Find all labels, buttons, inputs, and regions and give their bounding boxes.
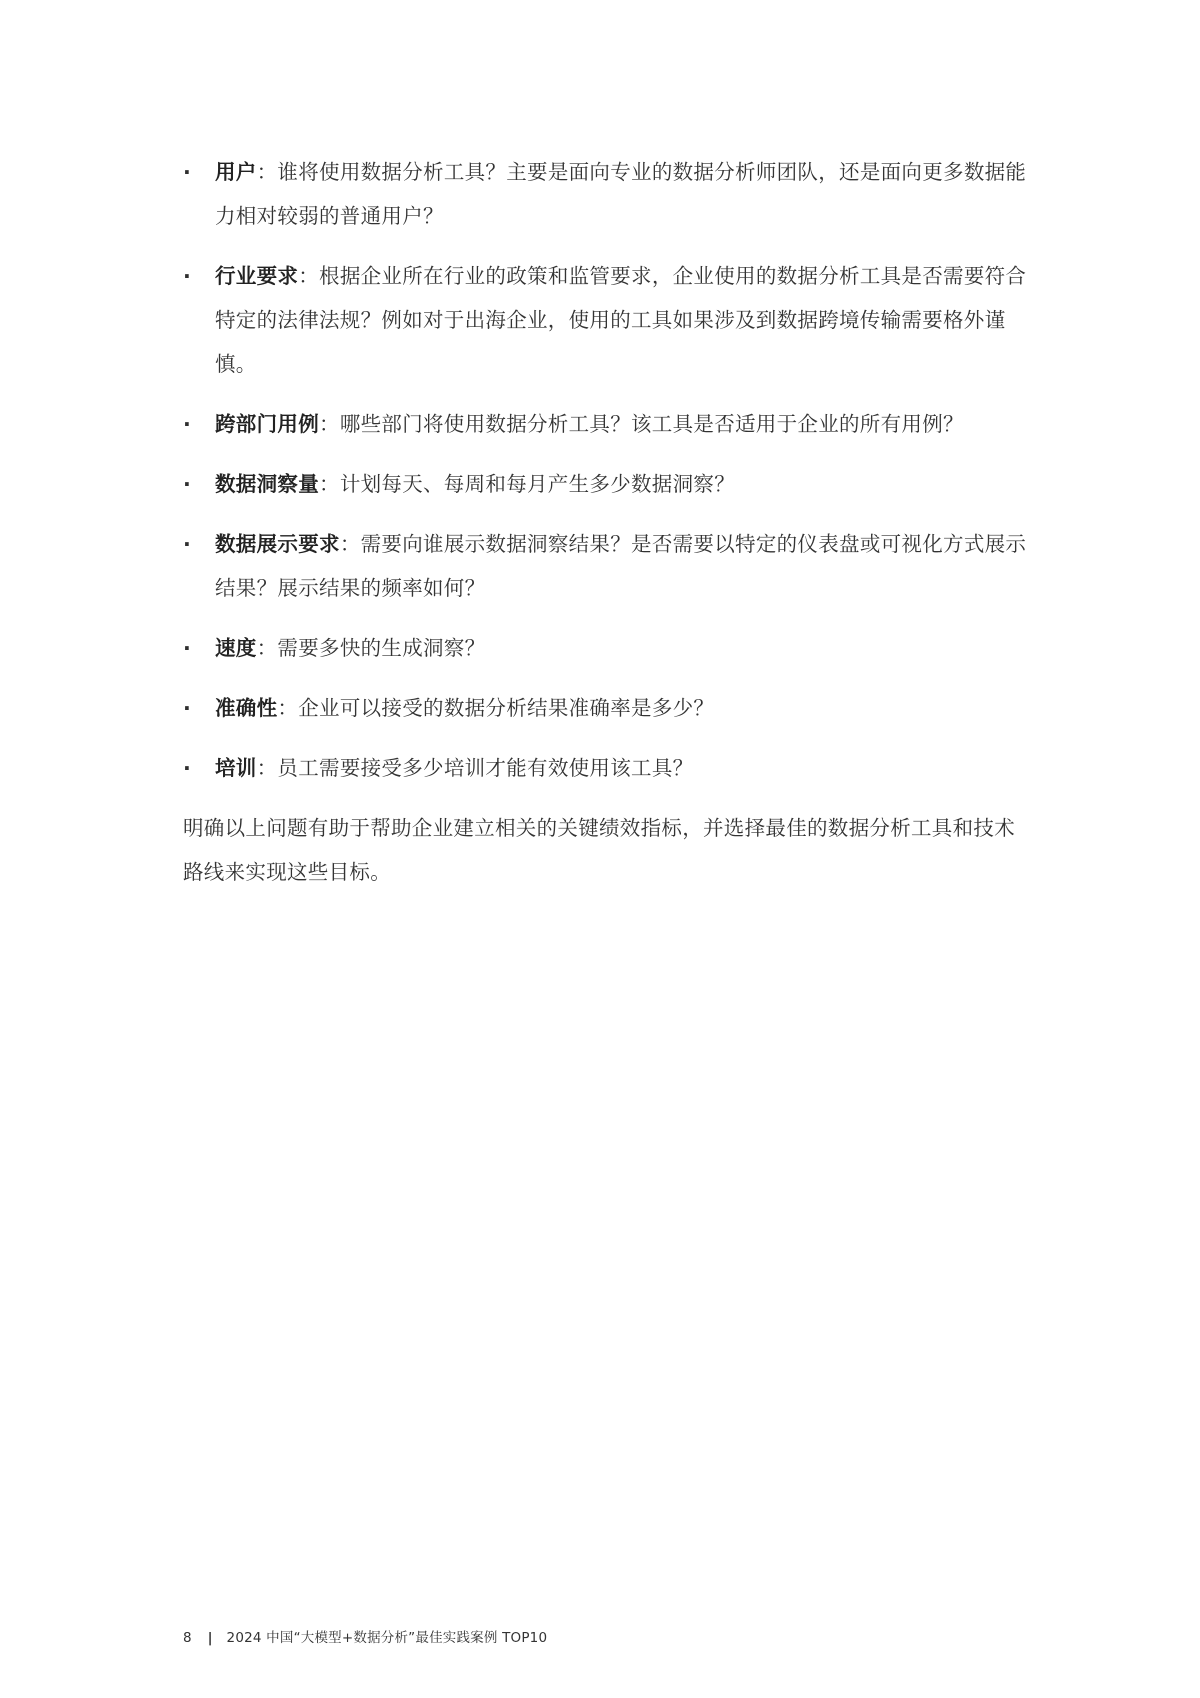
bullet-term: 用户 <box>215 160 257 184</box>
bullet-dot: · <box>183 472 192 496</box>
page-footer <box>183 1628 547 1648</box>
closing-paragraph: 明确以上问题有助于帮助企业建立相关的关键绩效指标，并选择最佳的数据分析工具和技术路线来实现这些目标。 <box>183 816 1015 884</box>
bullet-item-accuracy <box>183 686 1035 730</box>
bullet-text: 谁将使用数据分析工具？主要是面向专业的数据分析师团队，还是面向更多数据能力相对较弱的普通用户？ <box>215 160 1027 228</box>
bullet-item-industry-requirements <box>183 254 1035 386</box>
bullet-item-users <box>183 150 1035 238</box>
bullet-term: 数据展示要求 <box>215 532 340 556</box>
bullet-term: 数据洞察量 <box>215 472 319 496</box>
bullet-colon: ： <box>319 472 340 496</box>
main-content <box>183 150 1035 915</box>
bullet-colon: ： <box>256 756 278 780</box>
bullet-dot: · <box>183 532 192 556</box>
bullet-colon: ： <box>277 696 299 720</box>
bullet-dot: · <box>183 636 192 660</box>
bullet-item-insight-volume <box>183 462 1035 506</box>
bullet-dot: · <box>183 756 192 780</box>
page-number: 8 <box>183 1630 192 1646</box>
bullet-text: 需要向谁展示数据洞察结果？是否需要以特定的仪表盘或可视化方式展示结果？展示结果的频率如何？ <box>215 532 1027 600</box>
bullet-colon: ： <box>319 412 340 436</box>
bullet-colon: ： <box>256 636 278 660</box>
bullet-colon: ： <box>339 532 361 556</box>
bullet-item-cross-department-use-cases <box>183 402 1035 446</box>
bullet-item-data-presentation <box>183 522 1035 610</box>
bullet-dot: · <box>183 696 192 720</box>
bullet-text: 根据企业所在行业的政策和监管要求，企业使用的数据分析工具是否需要符合特定的法律法规？例如对于出海企业，使用的工具如果涉及到数据跨境传输需要格外谨慎。 <box>215 264 1027 376</box>
bullet-term: 准确性 <box>215 696 278 720</box>
bullet-text: 需要多快的生成洞察？ <box>277 636 486 660</box>
bullet-text: 员工需要接受多少培训才能有效使用该工具？ <box>277 756 694 780</box>
bullet-term: 行业要求 <box>215 264 299 288</box>
footer-separator: | <box>207 1630 213 1646</box>
bullet-dot: · <box>183 412 192 436</box>
bullet-text: 计划每天、每周和每月产生多少数据洞察？ <box>339 472 736 496</box>
footer-title: 2024 中国“大模型+数据分析”最佳实践案例 TOP10 <box>226 1630 548 1646</box>
bullet-item-speed <box>183 626 1035 670</box>
bullet-term: 培训 <box>215 756 257 780</box>
bullet-text: 企业可以接受的数据分析结果准确率是多少？ <box>298 696 715 720</box>
bullet-term: 跨部门用例 <box>215 412 319 436</box>
bullet-item-training <box>183 746 1035 790</box>
bullet-dot: · <box>183 160 192 184</box>
bullet-colon: ： <box>298 264 320 288</box>
bullet-term: 速度 <box>215 636 257 660</box>
bullet-colon: ： <box>256 160 278 184</box>
bullet-dot: · <box>183 264 192 288</box>
bullet-text: 哪些部门将使用数据分析工具？该工具是否适用于企业的所有用例？ <box>339 412 964 436</box>
